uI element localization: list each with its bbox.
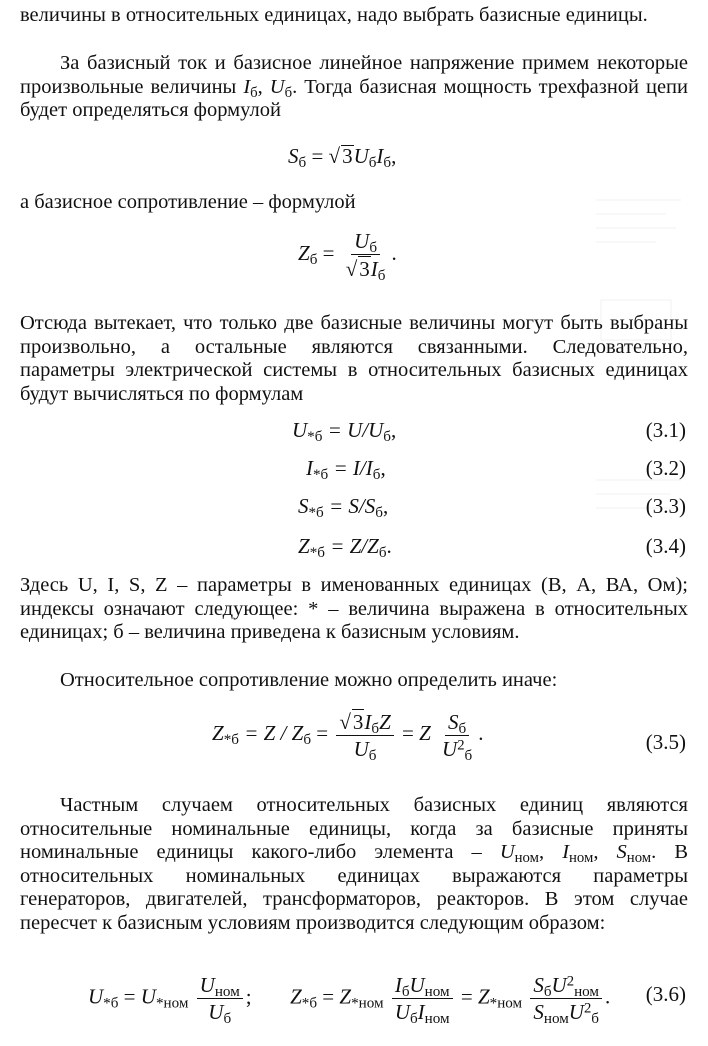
subscript-b: б bbox=[375, 505, 383, 522]
formula-3-6 bbox=[88, 972, 611, 1028]
subscript-b: б bbox=[377, 268, 386, 285]
semicolon: ; bbox=[245, 984, 252, 1009]
equation-number: (3.6) bbox=[645, 982, 686, 1006]
fraction bbox=[530, 972, 602, 1028]
paragraph-text: Относительное сопротивление можно определить иначе: bbox=[60, 669, 558, 691]
subscript-b: б bbox=[309, 252, 318, 269]
subscript-nom: ном bbox=[543, 1011, 569, 1028]
superscript-2: 2 bbox=[566, 973, 575, 990]
subscript-b: б bbox=[464, 747, 473, 764]
formula-rhs: = Z/Z bbox=[330, 534, 379, 558]
formula-3-1 bbox=[292, 418, 397, 446]
subscript-star-nom bbox=[156, 996, 188, 1012]
star-mark: * bbox=[351, 995, 359, 1012]
equals-sign: = bbox=[311, 144, 324, 168]
symbol-i: I bbox=[417, 1000, 425, 1025]
equals-sign: = bbox=[460, 984, 473, 1009]
paragraph-base-quantities bbox=[20, 52, 688, 123]
numerator bbox=[336, 708, 393, 736]
numerator bbox=[530, 972, 602, 999]
numerator bbox=[445, 709, 469, 736]
numerator bbox=[197, 972, 243, 999]
symbol-u: U bbox=[353, 144, 369, 168]
subscript-nom: ном bbox=[514, 850, 539, 867]
paragraph-intro bbox=[20, 4, 688, 28]
symbol-i: I bbox=[364, 710, 372, 734]
formula-rhs: = S/S bbox=[329, 494, 376, 518]
equals-sign: = bbox=[316, 720, 329, 745]
symbol-u: U bbox=[442, 736, 458, 761]
symbol-i: I bbox=[376, 144, 384, 168]
symbol-s: S bbox=[533, 973, 544, 997]
subscript-star-b: *б bbox=[308, 505, 324, 522]
subscript-star-b: *б bbox=[103, 995, 119, 1012]
fraction bbox=[343, 228, 389, 285]
subscript-nom: ном bbox=[424, 1011, 450, 1028]
separator: , bbox=[593, 841, 617, 864]
superscript-2: 2 bbox=[457, 737, 465, 754]
symbol-i: I bbox=[562, 841, 570, 864]
subscript-b: б bbox=[458, 720, 467, 737]
subscript-star-b: *б bbox=[307, 429, 323, 446]
comma: , bbox=[391, 144, 397, 168]
subscript-nom: ном bbox=[574, 984, 599, 1001]
period: . bbox=[478, 720, 484, 745]
symbol-u: U bbox=[354, 229, 370, 253]
numerator bbox=[392, 972, 453, 999]
scan-bleed-through-marks bbox=[586, 180, 696, 700]
symbol-u: U bbox=[292, 418, 308, 442]
star-mark: * bbox=[489, 995, 498, 1012]
symbol-i: I bbox=[306, 456, 313, 480]
symbol-u: U bbox=[568, 1000, 584, 1025]
paragraph-text: Частным случаем относительных базисных единиц являются относительные номинальные единицы, когда за базисные приняты номинальные единицы какого-либо элемента – bbox=[20, 794, 688, 864]
separator: , bbox=[257, 75, 270, 98]
separator: , bbox=[538, 841, 563, 864]
symbol-z: Z bbox=[290, 984, 302, 1009]
radicand-value: 3 bbox=[352, 710, 364, 734]
subscript-star-nom bbox=[351, 996, 383, 1012]
nom-mark: ном bbox=[358, 995, 384, 1012]
paragraph-text: . В относительных номинальных единицах выражаются параметры генераторов, двигателей, трансформаторов, реакторов. В этом случае пересчет к базисным условиям производится следующим образом: bbox=[20, 841, 688, 934]
paragraph-text: . Тогда базисная мощность трехфазной цепи будет определяться формулой bbox=[20, 75, 688, 122]
subscript-b: б bbox=[409, 1011, 418, 1028]
radicand-value: 3 bbox=[342, 144, 353, 168]
sqrt-sign: √ bbox=[345, 257, 358, 282]
symbol-s: S bbox=[533, 1000, 544, 1025]
symbol-u: U bbox=[551, 973, 567, 997]
fraction bbox=[439, 709, 475, 762]
paragraph-text: Здесь U, I, S, Z – параметры в именованных единицах (В, А, ВА, Ом); индексы означают следующее: * – величина выражена в относительных единицах; б – величина приведена к базисным условиям. bbox=[20, 574, 688, 644]
subscript-b: б bbox=[378, 545, 387, 562]
formula-3-4 bbox=[298, 534, 392, 562]
fraction bbox=[392, 972, 453, 1028]
subscript-star-b: *б bbox=[223, 732, 239, 749]
subscript-star-nom bbox=[490, 996, 522, 1012]
symbol-z: Z bbox=[339, 984, 352, 1009]
subscript-star-b: *б bbox=[301, 995, 318, 1012]
formula-middle: = Z / Z bbox=[244, 720, 304, 745]
denominator bbox=[530, 999, 602, 1028]
denominator bbox=[439, 736, 475, 762]
subscript-b: б bbox=[543, 984, 552, 1001]
subscript-b: б bbox=[303, 732, 311, 749]
symbol-z: Z bbox=[477, 984, 490, 1009]
paragraph-text: величины в относительных единицах, надо выбрать базисные единицы. bbox=[20, 4, 648, 26]
radicand bbox=[352, 709, 365, 734]
formula-3-3 bbox=[298, 494, 389, 522]
equation-number: (3.1) bbox=[645, 418, 686, 442]
denominator bbox=[351, 736, 380, 765]
equation-number: (3.4) bbox=[645, 534, 686, 558]
nom-mark: ном bbox=[497, 995, 523, 1012]
sqrt-sign: √ bbox=[339, 710, 351, 734]
fraction bbox=[336, 708, 393, 765]
subscript-b: б bbox=[371, 721, 380, 738]
symbol-z: Z bbox=[419, 720, 431, 745]
symbol-i: I bbox=[370, 257, 378, 282]
formula-3-2 bbox=[306, 456, 386, 484]
subscript-b: б bbox=[368, 155, 377, 172]
subscript-b: б bbox=[383, 155, 392, 172]
period: . bbox=[386, 534, 392, 558]
symbol-u: U bbox=[88, 984, 104, 1009]
subscript-b: б bbox=[401, 984, 410, 1001]
subscript-b: б bbox=[223, 1011, 232, 1028]
symbol-s: S bbox=[298, 494, 309, 518]
sqrt-sign: √ bbox=[328, 144, 341, 168]
paragraph-text: а базисное сопротивление – формулой bbox=[20, 191, 356, 213]
symbol-s: S bbox=[616, 841, 627, 864]
formula-base-resistance bbox=[298, 228, 397, 285]
subscript-nom: ном bbox=[424, 984, 450, 1001]
denominator bbox=[343, 255, 389, 285]
subscript-b: б bbox=[250, 84, 258, 101]
subscript-star-b: *б bbox=[313, 467, 329, 484]
symbol-z: Z bbox=[212, 720, 224, 745]
symbol-u: U bbox=[208, 1000, 224, 1025]
equals-sign: = bbox=[322, 240, 335, 265]
fraction bbox=[197, 972, 243, 1028]
period: . bbox=[391, 240, 397, 265]
symbol-z: Z bbox=[379, 710, 391, 734]
comma: , bbox=[382, 494, 389, 518]
paragraph-text: За базисный ток и базисное линейное напряжение примем некоторые произвольные величины bbox=[20, 52, 688, 98]
subscript-nom: ном bbox=[214, 984, 240, 1001]
denominator bbox=[205, 999, 234, 1028]
paragraph-nominal-units bbox=[20, 794, 688, 936]
symbol-u: U bbox=[269, 75, 285, 98]
subscript-b: б bbox=[383, 429, 391, 446]
equals-sign: = bbox=[402, 720, 414, 745]
symbol-u: U bbox=[199, 973, 215, 997]
symbol-u: U bbox=[140, 984, 156, 1009]
paragraph-text: Отсюда вытекает, что только две базисные величины могут быть выбраны произвольно, а остальные являются связанными. Следовательно, параметры электрической системы в относительных базисных единицах будут вычисляться по формулам bbox=[20, 312, 688, 405]
superscript-2: 2 bbox=[583, 1000, 592, 1017]
symbol-s: S bbox=[288, 144, 299, 168]
symbol-z: Z bbox=[298, 534, 310, 558]
symbol-i: I bbox=[243, 75, 251, 98]
symbol-u: U bbox=[353, 737, 369, 762]
subscript-nom: ном bbox=[569, 850, 594, 867]
formula-base-power bbox=[288, 144, 397, 172]
symbol-u: U bbox=[409, 973, 425, 997]
symbol-u: U bbox=[394, 1000, 410, 1025]
comma: , bbox=[390, 418, 397, 442]
equation-number: (3.2) bbox=[645, 456, 686, 480]
symbol-u: U bbox=[499, 841, 515, 864]
subscript-b: б bbox=[298, 155, 307, 172]
equals-sign: = bbox=[322, 984, 335, 1009]
star-mark: * bbox=[155, 995, 164, 1012]
equation-number: (3.3) bbox=[645, 494, 686, 518]
subscript-star-b: *б bbox=[309, 545, 325, 562]
subscript-b: б bbox=[591, 1011, 599, 1028]
equals-sign: = bbox=[123, 984, 136, 1009]
formula-rhs: = U/U bbox=[327, 418, 384, 442]
subscript-b: б bbox=[369, 240, 377, 257]
equation-number: (3.5) bbox=[645, 730, 686, 754]
nom-mark: ном bbox=[163, 995, 189, 1012]
radicand-value: 3 bbox=[359, 257, 370, 282]
symbol-z: Z bbox=[298, 240, 310, 265]
subscript-b: б bbox=[368, 748, 377, 765]
comma: , bbox=[380, 456, 386, 480]
period: . bbox=[604, 984, 611, 1009]
subscript-b: б bbox=[284, 84, 293, 101]
subscript-b: б bbox=[372, 467, 381, 484]
subscript-nom: ном bbox=[626, 850, 652, 867]
radicand bbox=[341, 145, 354, 167]
denominator bbox=[392, 999, 453, 1028]
symbol-s: S bbox=[448, 709, 459, 734]
numerator bbox=[351, 228, 380, 255]
formula-3-5 bbox=[212, 708, 484, 765]
symbol-i: I bbox=[394, 973, 402, 997]
formula-rhs: = I/I bbox=[333, 456, 373, 480]
radicand bbox=[358, 256, 371, 281]
